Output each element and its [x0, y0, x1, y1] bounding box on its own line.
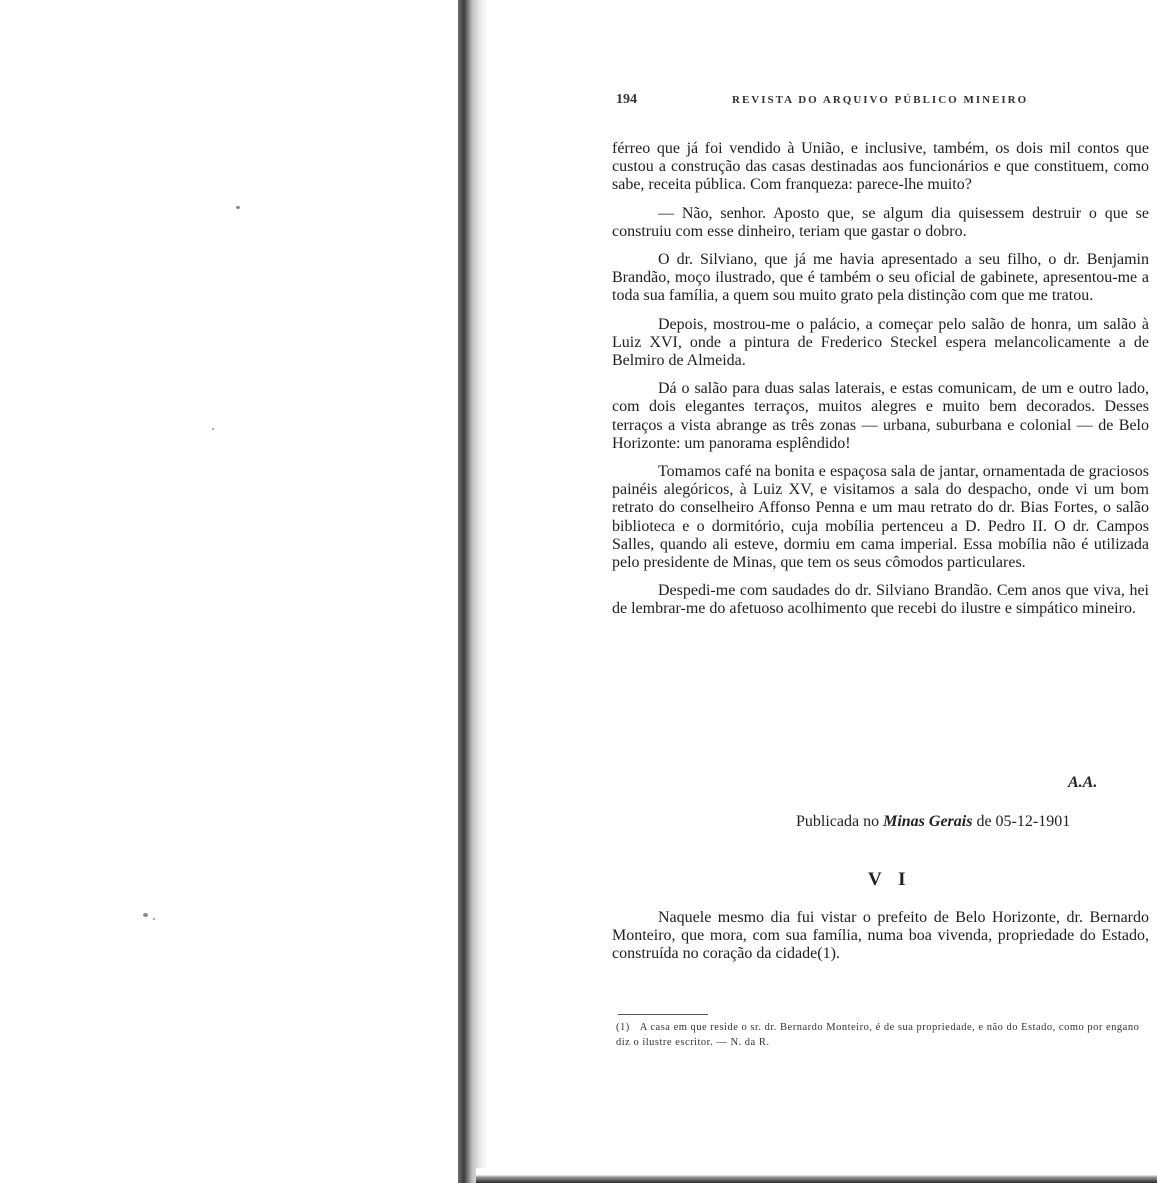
publication-note: [796, 813, 1070, 831]
newspaper-name: Minas Gerais: [883, 813, 973, 830]
paper-speck: [212, 428, 214, 430]
paragraph: Depois, mostrou-me o palácio, a começar pelo salão de honra, um salão à Luiz XVI, onde a pintura de Frederico Steckel espera melancolicamente a de Belmiro de Almeida.: [612, 315, 1149, 370]
section-body: [612, 909, 1149, 964]
footnote: [616, 1020, 1148, 1050]
author-signature: A.A.: [1068, 774, 1098, 791]
journal-title: REVISTA DO ARQUIVO PÚBLICO MINEIRO: [732, 94, 1029, 106]
paragraph: Tomamos café na bonita e espaçosa sala de jantar, ornamentada de graciosos painéis alegóricos, à Luiz XV, e visitamos a sala do despacho, onde vi um bom retrato do conselheiro Affonso Penna e um mau retrato do dr. Bias Fortes, o salão biblioteca e o dormitório, cuja mobília pertenceu a D. Pedro II. O dr. Campos Salles, quando ali esteve, dormiu em cama imperial. Essa mobília não é utilizada pelo presidente de Minas, que tem os seus cômodos particulares.: [612, 463, 1149, 572]
paragraph: — Não, senhor. Aposto que, se algum dia quisessem destruir o que se construiu com esse dinheiro, teriam que gastar o dobro.: [612, 204, 1149, 240]
paragraph: Despedi-me com saudades do dr. Silviano Brandão. Cem anos que viva, hei de lembrar-me do afetuoso acolhimento que recebi do ilustre e simpático mineiro.: [612, 582, 1149, 618]
footnote-divider: [618, 1014, 708, 1015]
paper-speck: [143, 913, 148, 917]
publication-date: de 05-12-1901: [972, 813, 1071, 830]
footnote-marker: (1): [616, 1022, 630, 1033]
article-body: [612, 140, 1149, 629]
paragraph: O dr. Silviano, que já me havia apresentado a seu filho, o dr. Benjamin Brandão, moço ilustrado, que é também o seu oficial de gabinete, apresentou-me a toda sua família, a quem sou muito grato pela distinção com que me tratou.: [612, 251, 1149, 305]
book-spine-shadow: [458, 0, 488, 1183]
publication-prefix: Publicada no: [796, 813, 884, 830]
paragraph: Naquele mesmo dia fui vistar o prefeito de Belo Horizonte, dr. Bernardo Monteiro, que mora, com sua família, numa boa vivenda, propriedade do Estado, construída no coração da cidade(1).: [612, 909, 1149, 963]
paragraph: férreo que já foi vendido à União, e inclusive, também, os dois mil contos que custou a construção das casas destinadas aos funcionários e que constituem, como sabe, receita pública. Com franqueza: parece-lhe muito?: [612, 140, 1149, 194]
paragraph: Dá o salão para duas salas laterais, e estas comunicam, de um e outro lado, com dois elegantes terraços, muitos alegres e muito bem decorados. Desses terraços a vista abrange as três zonas — urbana, suburbana e colonial — de Belo Horizonte: um panorama esplêndido!: [612, 380, 1149, 452]
paper-speck: [153, 918, 155, 920]
section-heading: V I: [868, 869, 912, 890]
book-edge-shadow: [476, 1168, 1157, 1183]
left-page-blank: [0, 0, 460, 1183]
right-page: [488, 0, 1157, 1168]
page-number: 194: [616, 92, 637, 107]
paper-speck: [236, 206, 240, 209]
footnote-text: A casa em que reside o sr. dr. Bernardo Monteiro, é de sua propriedade, e não do Estado, como por engano diz o ilustre escritor. — N. da R.: [616, 1022, 1140, 1048]
